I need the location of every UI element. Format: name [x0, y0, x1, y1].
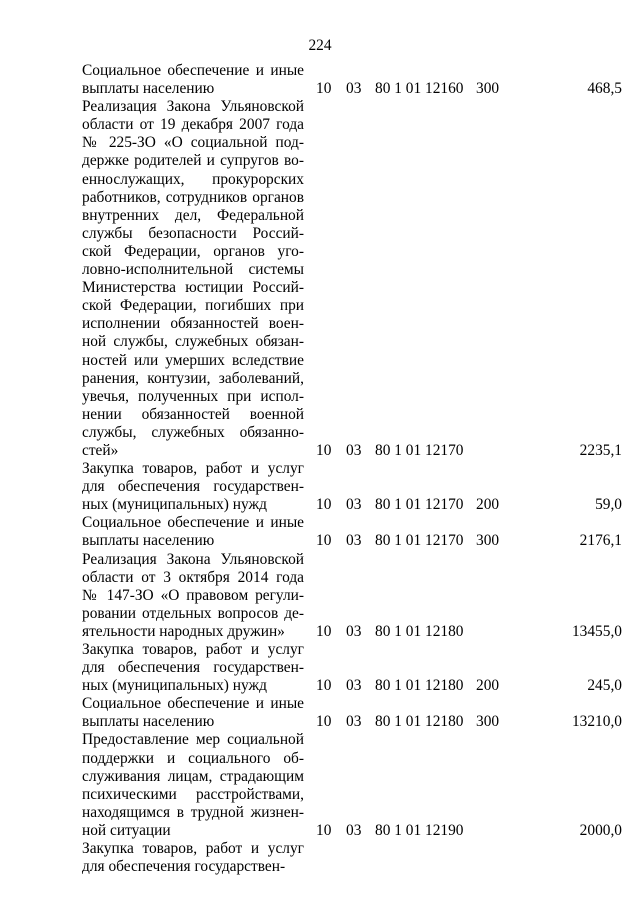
- description-line: нении обязанностей военной: [82, 405, 304, 423]
- description-line: для обеспечения государствен-: [82, 858, 286, 876]
- target-article-code: 80 1 01 12170: [375, 441, 464, 459]
- description-line: Предоставление мер социальной: [82, 731, 304, 749]
- row-codes: [82, 713, 622, 731]
- row-codes: [82, 532, 622, 550]
- amount-value: 13210,0: [571, 713, 622, 731]
- subsection-code: 03: [346, 80, 362, 98]
- target-article-code: 80 1 01 12180: [375, 713, 464, 731]
- description-line: ных (муниципальных) нужд: [82, 496, 267, 514]
- table-row: [82, 731, 622, 840]
- section-code: 10: [316, 496, 332, 514]
- table-row: [82, 62, 622, 98]
- table-row: [82, 641, 622, 695]
- target-article-code: 80 1 01 12170: [375, 496, 464, 514]
- description-line: поддержки и социального об-: [82, 749, 304, 767]
- description-line: Закупка товаров, работ и услуг: [82, 460, 304, 478]
- description-line: стей»: [82, 441, 119, 459]
- subsection-code: 03: [346, 532, 362, 550]
- table-row: [82, 551, 622, 641]
- subsection-code: 03: [346, 713, 362, 731]
- description-line: № 225-ЗО «О социальной под-: [82, 134, 304, 152]
- table-row: [82, 98, 622, 460]
- row-codes: [82, 858, 622, 876]
- description-line: внутренних дел, Федеральной: [82, 206, 304, 224]
- table-row: [82, 514, 622, 550]
- target-article-code: 80 1 01 12160: [375, 80, 464, 98]
- description-line: ной ситуации: [82, 821, 171, 839]
- description-line: Социальное обеспечение и иные: [82, 514, 304, 532]
- description-line: области от 19 декабря 2007 года: [82, 116, 304, 134]
- subsection-code: 03: [346, 441, 362, 459]
- expense-type-code: 300: [476, 713, 500, 731]
- description-line: Закупка товаров, работ и услуг: [82, 641, 304, 658]
- page-number: 224: [308, 37, 332, 54]
- description-line: службы безопасности Россий-: [82, 224, 304, 242]
- description-line: еннослужащих, прокурорских: [82, 170, 304, 188]
- description-line: ных (муниципальных) нужд: [82, 677, 267, 695]
- amount-value: 245,0: [587, 677, 622, 695]
- description-line: ранения, контузии, заболеваний,: [82, 369, 304, 387]
- amount-value: 468,5: [587, 80, 622, 98]
- row-codes: [82, 623, 622, 641]
- description-line: Реализация Закона Ульяновской: [82, 98, 304, 116]
- description-line: ской Федерации, погибших при: [82, 297, 304, 315]
- description-line: ской Федерации, органов уго-: [82, 242, 304, 260]
- description-line: ловно-исполнительной системы: [82, 261, 304, 279]
- expense-type-code: 200: [476, 496, 500, 514]
- description-line: ровании отдельных вопросов де-: [82, 604, 304, 622]
- row-codes: [82, 80, 622, 98]
- description-line: выплаты населению: [82, 532, 215, 550]
- description-line: держке родителей и супругов во-: [82, 152, 304, 170]
- section-code: 10: [316, 821, 332, 839]
- row-description: [82, 98, 304, 460]
- subsection-code: 03: [346, 821, 362, 839]
- table-row: [82, 460, 622, 514]
- description-line: Социальное обеспечение и иные: [82, 62, 304, 79]
- subsection-code: 03: [346, 496, 362, 514]
- table-row: [82, 840, 622, 876]
- row-codes: [82, 496, 622, 514]
- description-line: области от 3 октября 2014 года: [82, 568, 304, 586]
- description-line: для обеспечения государствен-: [82, 478, 304, 496]
- budget-table: [82, 62, 622, 876]
- description-line: № 147-ЗО «О правовом регули-: [82, 586, 304, 604]
- description-line: Министерства юстиции Россий-: [82, 279, 304, 297]
- target-article-code: 80 1 01 12170: [375, 532, 464, 550]
- section-code: 10: [316, 677, 332, 695]
- description-line: Закупка товаров, работ и услуг: [82, 840, 304, 858]
- amount-value: 2235,1: [579, 441, 622, 459]
- section-code: 10: [316, 713, 332, 731]
- target-article-code: 80 1 01 12180: [375, 622, 464, 640]
- target-article-code: 80 1 01 12190: [375, 821, 464, 839]
- subsection-code: 03: [346, 622, 362, 640]
- amount-value: 2000,0: [579, 821, 622, 839]
- table-row: [82, 695, 622, 731]
- description-line: службы, служебных обязанно-: [82, 423, 304, 441]
- description-line: Социальное обеспечение и иные: [82, 695, 304, 713]
- description-line: исполнении обязанностей воен-: [82, 315, 304, 333]
- row-codes: [82, 677, 622, 695]
- subsection-code: 03: [346, 677, 362, 695]
- description-line: выплаты населению: [82, 80, 215, 98]
- amount-value: 2176,1: [579, 532, 622, 550]
- description-line: ной службы, служебных обязан-: [82, 333, 304, 351]
- section-code: 10: [316, 532, 332, 550]
- row-codes: [82, 442, 622, 460]
- row-codes: [82, 822, 622, 840]
- section-code: 10: [316, 622, 332, 640]
- description-line: для обеспечения государствен-: [82, 659, 304, 677]
- description-line: находящимся в трудной жизнен-: [82, 803, 304, 821]
- amount-value: 13455,0: [571, 622, 622, 640]
- expense-type-code: 300: [476, 532, 500, 550]
- amount-value: 59,0: [595, 496, 622, 514]
- description-line: выплаты населению: [82, 713, 215, 731]
- target-article-code: 80 1 01 12180: [375, 677, 464, 695]
- section-code: 10: [316, 80, 332, 98]
- description-line: ностей или умерших вследствие: [82, 351, 304, 369]
- description-line: Реализация Закона Ульяновской: [82, 550, 304, 568]
- expense-type-code: 200: [476, 677, 500, 695]
- section-code: 10: [316, 441, 332, 459]
- description-line: ятельности народных дружин»: [82, 622, 285, 640]
- description-line: работников, сотрудников органов: [82, 188, 304, 206]
- description-line: увечья, полученных при испол-: [82, 387, 304, 405]
- description-line: психическими расстройствами,: [82, 785, 304, 803]
- expense-type-code: 300: [476, 80, 500, 98]
- description-line: служивания лицам, страдающим: [82, 767, 304, 785]
